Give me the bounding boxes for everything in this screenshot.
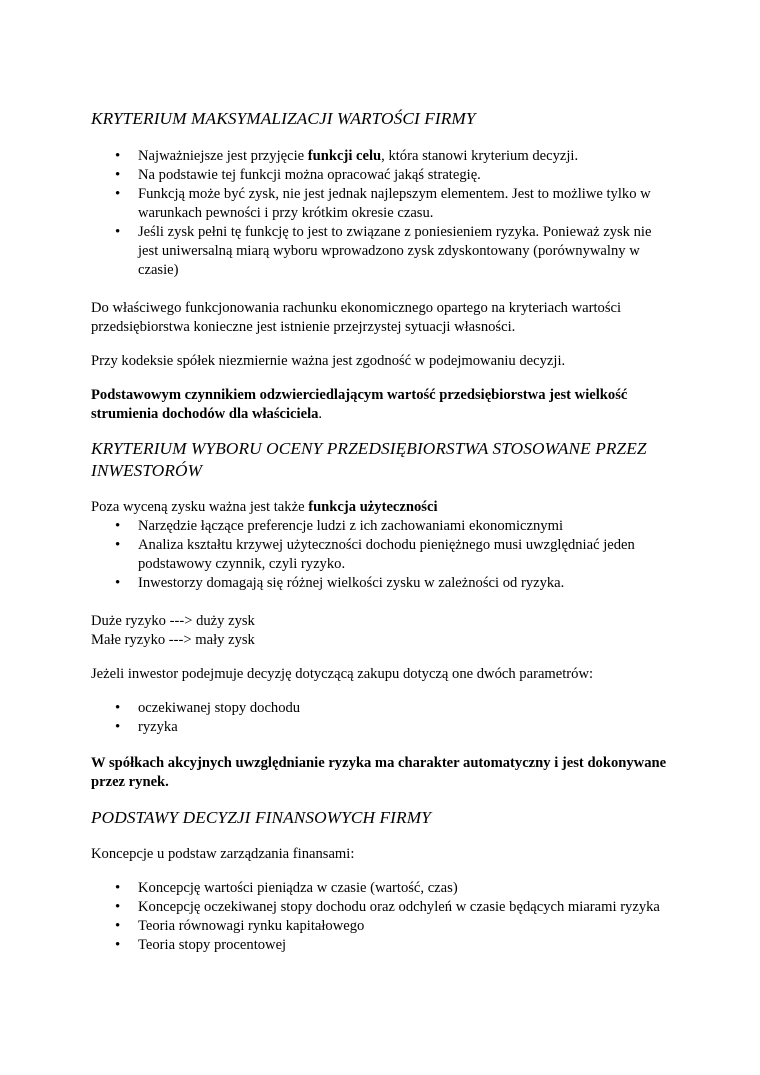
section-heading-3: PODSTAWY DECYZJI FINANSOWYCH FIRMY — [91, 808, 431, 827]
paragraph: Koncepcje u podstaw zarządzania finansami: — [91, 846, 355, 862]
paragraph-bold — [91, 386, 671, 424]
section-heading-2: KRYTERIUM WYBORU OCENY PRZEDSIĘBIORSTWA STOSOWANE PRZEZ INWESTORÓW — [91, 439, 647, 480]
bullet-list-4 — [91, 879, 671, 955]
bullet-list-2 — [91, 517, 671, 593]
list-item: • Teoria równowagi rynku kapitałowego — [138, 917, 671, 936]
paragraph: Przy kodeksie spółek niezmiernie ważna jest zgodność w podejmowaniu decyzji. — [91, 353, 566, 369]
text: Poza wyceną zysku ważna jest także — [91, 499, 309, 515]
document-page — [91, 108, 671, 955]
section-heading-1: KRYTERIUM MAKSYMALIZACJI WARTOŚCI FIRMY — [91, 109, 476, 128]
bold-text: funkcja użyteczności — [308, 499, 438, 515]
text: . — [318, 406, 323, 422]
bullet-list-3 — [91, 699, 671, 737]
list-item: • Teoria stopy procentowej — [138, 936, 671, 955]
bold-text: Podstawowym czynnikiem odzwierciedlającym wartość przedsiębiorstwa jest wielkość strumienia dochodów dla właściciela — [91, 387, 628, 422]
list-item: • Narzędzie łączące preferencje ludzi z ich zachowaniami ekonomicznymi — [138, 517, 671, 536]
paragraph: Jeżeli inwestor podejmuje decyzję dotyczącą zakupu dotyczą one dwóch parametrów: — [91, 666, 594, 682]
list-item-bold: funkcji celu — [307, 148, 382, 164]
paragraph-bold: W spółkach akcyjnych uwzględnianie ryzyka ma charakter automatyczny i jest dokonywane przez rynek. — [91, 755, 667, 790]
list-item — [138, 147, 671, 166]
paragraph — [91, 498, 671, 517]
list-item: • Inwestorzy domagają się różnej wielkości zysku w zależności od ryzyka. — [138, 574, 671, 593]
list-item: • oczekiwanej stopy dochodu — [138, 699, 671, 718]
list-item: • Jeśli zysk pełni tę funkcję to jest to związane z poniesieniem ryzyka. Ponieważ zysk nie jest uniwersalną miarą wyboru wprowadzono zysk zdyskontowany (porównywalny w czasie) — [138, 223, 671, 280]
list-item: • Koncepcję oczekiwanej stopy dochodu oraz odchyleń w czasie będących miarami ryzyka — [138, 898, 671, 917]
list-item: • Koncepcję wartości pieniądza w czasie (wartość, czas) — [138, 879, 671, 898]
list-item: • ryzyka — [138, 718, 671, 737]
list-item-text: , która stanowi kryterium decyzji. — [381, 148, 579, 164]
paragraph: Do właściwego funkcjonowania rachunku ekonomicznego opartego na kryteriach wartości przedsiębiorstwa konieczne jest istnienie przejrzystej sytuacji własności. — [91, 300, 622, 335]
bullet-list-1 — [91, 147, 671, 280]
list-item-text: Najważniejsze jest przyjęcie — [138, 148, 308, 164]
list-item: • Na podstawie tej funkcji można opracować jakąś strategię. — [138, 166, 671, 185]
paragraph: Duże ryzyko ---> duży zysk — [91, 613, 255, 629]
paragraph: Małe ryzyko ---> mały zysk — [91, 632, 255, 648]
list-item: • Funkcją może być zysk, nie jest jednak najlepszym elementem. Jest to możliwe tylko w warunkach pewności i przy krótkim okresie czasu. — [138, 185, 671, 223]
list-item: • Analiza kształtu krzywej użyteczności dochodu pieniężnego musi uwzględniać jeden podstawowy czynnik, czyli ryzyko. — [138, 536, 671, 574]
